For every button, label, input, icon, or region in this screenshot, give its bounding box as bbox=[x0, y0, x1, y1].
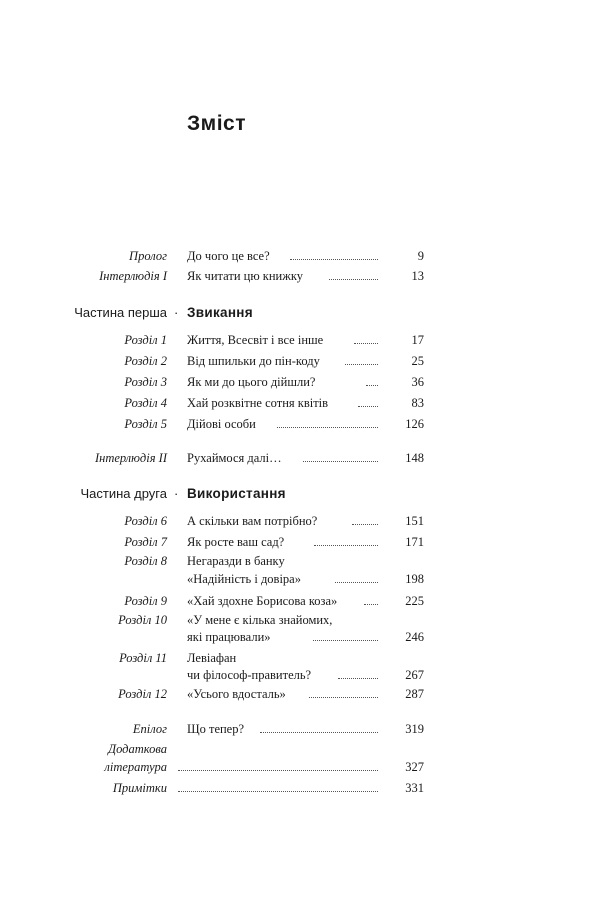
leader-dots bbox=[303, 461, 378, 462]
entry-page: 267 bbox=[405, 668, 424, 682]
entry-label: Розділ 1 bbox=[124, 333, 167, 347]
entry-label: Розділ 11 bbox=[119, 651, 167, 665]
entry-title-line-2: чи філософ-правитель? bbox=[187, 668, 312, 682]
leader-dots bbox=[366, 385, 378, 386]
entry-label: Розділ 8 bbox=[124, 554, 167, 568]
leader-dots bbox=[178, 791, 378, 792]
entry-page: 83 bbox=[411, 396, 424, 410]
entry-title: «Хай здохне Борисова коза» bbox=[187, 594, 338, 608]
entry-title-line-1: Негаразди в банку bbox=[187, 554, 285, 568]
entry-title: Хай розквітне сотня квітів bbox=[187, 396, 329, 410]
entry-page: 171 bbox=[405, 535, 424, 549]
entry-title: «Усього вдосталь» bbox=[187, 687, 286, 701]
leader-dots bbox=[329, 279, 378, 280]
leader-dots bbox=[345, 364, 378, 365]
leader-dots bbox=[352, 524, 378, 525]
entry-page: 126 bbox=[405, 417, 424, 431]
entry-title-line-2: «Надійність і довіра» bbox=[187, 572, 301, 586]
entry-page: 17 bbox=[411, 333, 424, 347]
entry-label: Епілог bbox=[132, 722, 167, 736]
entry-label: Розділ 6 bbox=[124, 514, 167, 528]
entry-page: 25 bbox=[411, 354, 424, 368]
entry-label-line-2: література bbox=[104, 760, 167, 774]
leader-dots bbox=[354, 343, 378, 344]
part-label: Частина друга bbox=[80, 486, 167, 501]
entry-page: 151 bbox=[405, 514, 424, 528]
part-separator: · bbox=[174, 305, 179, 320]
entry-label: Розділ 4 bbox=[124, 396, 167, 410]
entry-page: 287 bbox=[405, 687, 424, 701]
entry-page: 327 bbox=[405, 760, 424, 774]
entry-title: До чого це все? bbox=[187, 249, 270, 263]
entry-label: Розділ 10 bbox=[118, 613, 167, 627]
entry-page: 148 bbox=[405, 451, 424, 465]
entry-label: Розділ 5 bbox=[124, 417, 167, 431]
entry-label: Розділ 2 bbox=[124, 354, 167, 368]
entry-label: Інтерлюдія II bbox=[94, 451, 167, 465]
entry-label: Розділ 9 bbox=[124, 594, 167, 608]
part-title: Звикання bbox=[187, 305, 253, 320]
entry-title: Як росте ваш сад? bbox=[187, 535, 285, 549]
part-separator: · bbox=[174, 486, 179, 501]
entry-page: 331 bbox=[405, 781, 424, 795]
entry-title: Як читати цю книжку bbox=[187, 269, 304, 283]
entry-title-line-2: які працювали» bbox=[187, 630, 271, 644]
entry-title: Життя, Всесвіт і все інше bbox=[187, 333, 324, 347]
leader-dots bbox=[290, 259, 378, 260]
part-label: Частина перша bbox=[74, 305, 167, 320]
entry-label: Примітки bbox=[112, 781, 167, 795]
entry-title: Що тепер? bbox=[187, 722, 245, 736]
entry-page: 225 bbox=[405, 594, 424, 608]
entry-label: Інтерлюдія I bbox=[99, 269, 167, 283]
entry-label: Розділ 7 bbox=[124, 535, 167, 549]
entry-page: 198 bbox=[405, 572, 424, 586]
entry-label: Розділ 3 bbox=[124, 375, 167, 389]
entry-title: Як ми до цього дійшли? bbox=[187, 375, 316, 389]
leader-dots bbox=[358, 406, 378, 407]
entry-page: 36 bbox=[411, 375, 424, 389]
leader-dots bbox=[313, 640, 378, 641]
part-title: Використання bbox=[187, 486, 286, 501]
entry-label-line-1: Додаткова bbox=[108, 742, 167, 756]
page-title: Зміст bbox=[187, 112, 246, 135]
entry-title: А скільки вам потрібно? bbox=[187, 514, 318, 528]
leader-dots bbox=[309, 697, 378, 698]
leader-dots bbox=[277, 427, 378, 428]
entry-label: Розділ 12 bbox=[118, 687, 167, 701]
entry-label: Пролог bbox=[129, 249, 167, 263]
entry-title-line-1: Левіафан bbox=[187, 651, 237, 665]
entry-title: Дійові особи bbox=[187, 417, 256, 431]
entry-page: 246 bbox=[405, 630, 424, 644]
entry-page: 9 bbox=[417, 249, 424, 263]
leader-dots bbox=[335, 582, 378, 583]
leader-dots bbox=[314, 545, 378, 546]
leader-dots bbox=[338, 678, 378, 679]
entry-page: 319 bbox=[405, 722, 424, 736]
entry-title: Рухаймося далі… bbox=[187, 451, 282, 465]
leader-dots bbox=[364, 604, 378, 605]
entry-title: Від шпильки до пін-коду bbox=[187, 354, 320, 368]
entry-title-line-1: «У мене є кілька знайомих, bbox=[187, 613, 333, 627]
leader-dots bbox=[260, 732, 378, 733]
entry-page: 13 bbox=[411, 269, 424, 283]
leader-dots bbox=[178, 770, 378, 771]
